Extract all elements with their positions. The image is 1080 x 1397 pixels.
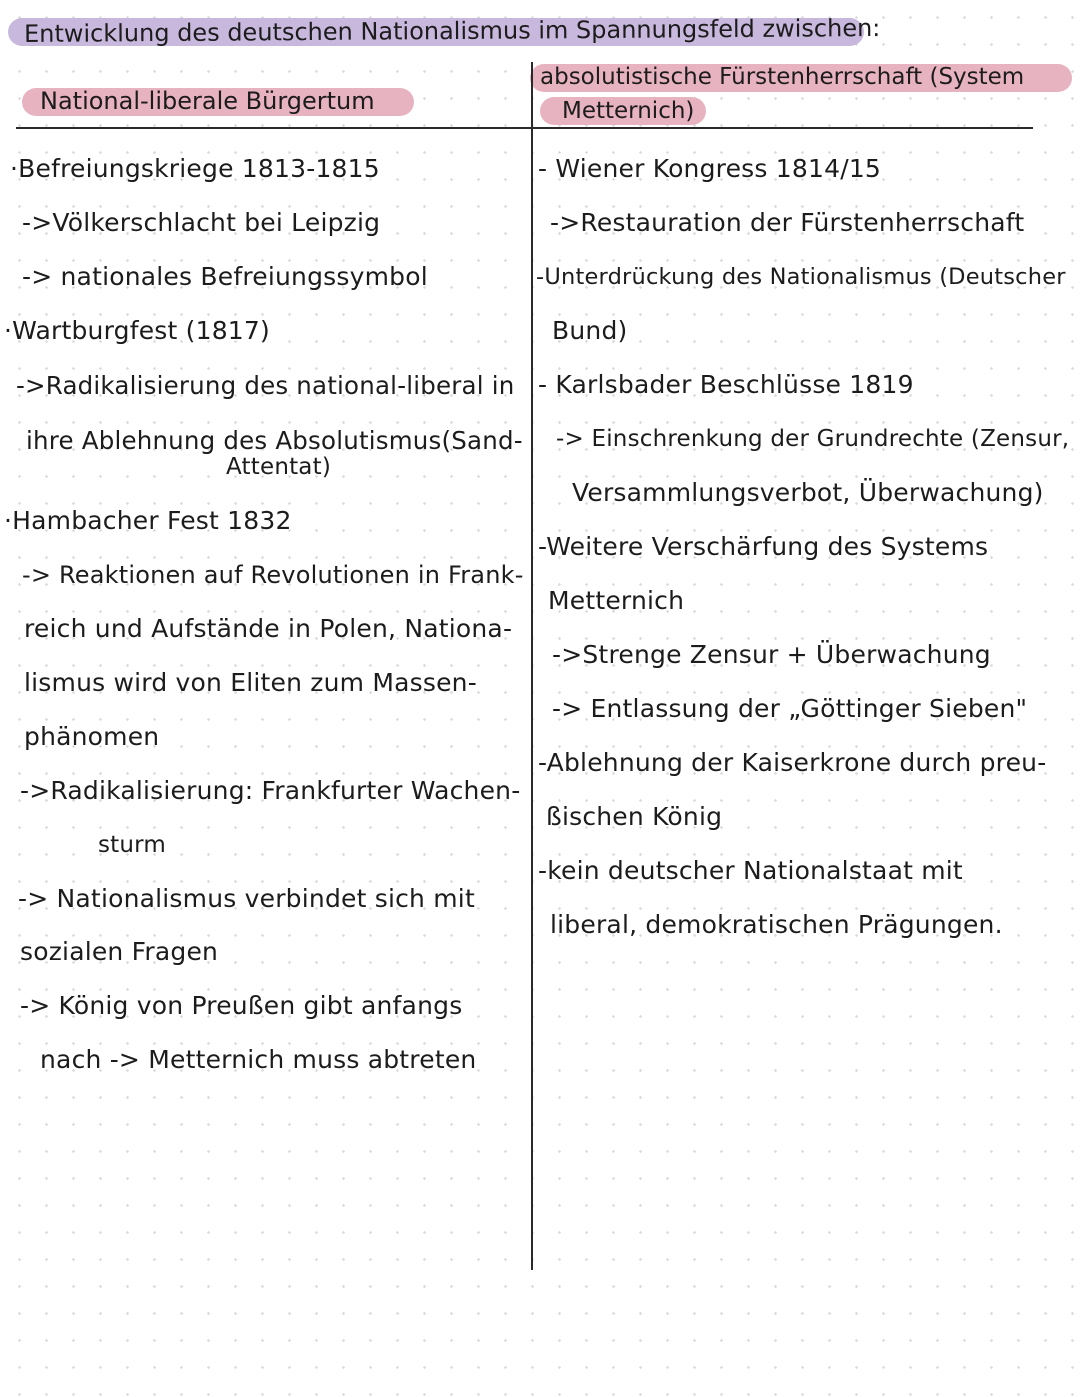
left-line: reich und Aufstände in Polen, Nationa- — [24, 614, 513, 643]
right-line: Bund) — [552, 316, 628, 345]
right-line: -> Entlassung der „Göttinger Sieben" — [552, 694, 1028, 723]
left-line: phänomen — [24, 722, 160, 751]
right-column-heading-line1: absolutistische Fürstenherrschaft (System — [540, 64, 1025, 90]
page-title: Entwicklung des deutschen Nationalismus im Spannungsfeld zwischen: — [23, 14, 881, 48]
left-line: -> König von Preußen gibt anfangs — [20, 991, 463, 1020]
header-divider — [16, 127, 1033, 129]
left-line: -> nationales Befreiungssymbol — [22, 262, 428, 291]
right-line: - Wiener Kongress 1814/15 — [538, 154, 882, 183]
left-line: ->Völkerschlacht bei Leipzig — [22, 208, 381, 237]
right-line: ->Restauration der Fürstenherrschaft — [550, 208, 1025, 237]
left-line: lismus wird von Eliten zum Massen- — [24, 668, 477, 697]
left-line: nach -> Metternich muss abtreten — [40, 1045, 477, 1074]
left-line: ->Radikalisierung des national-liberal in — [16, 371, 515, 400]
left-line: ·Wartburgfest (1817) — [4, 316, 270, 345]
left-line: -> Reaktionen auf Revolutionen in Frank- — [22, 561, 524, 589]
left-line: ·Hambacher Fest 1832 — [4, 506, 292, 535]
right-column-heading-line2: Metternich) — [562, 98, 695, 124]
left-line: ->Radikalisierung: Frankfurter Wachen- — [20, 776, 521, 805]
right-line: -> Einschrenkung der Grundrechte (Zensur, — [556, 426, 1070, 452]
right-line: ßischen König — [546, 802, 723, 831]
column-divider — [531, 62, 533, 1270]
left-column-heading: National-liberale Bürgertum — [40, 87, 375, 115]
right-line: -Unterdrückung des Nationalismus (Deutscher — [536, 264, 1066, 290]
left-line: sturm — [98, 832, 167, 858]
right-line: -Ablehnung der Kaiserkrone durch preu- — [538, 748, 1047, 777]
right-line: Metternich — [548, 586, 685, 615]
left-line: ihre Ablehnung des Absolutismus(Sand- — [26, 426, 523, 455]
left-line: sozialen Fragen — [20, 937, 219, 966]
left-line: -> Nationalismus verbindet sich mit — [18, 884, 475, 913]
right-line: -kein deutscher Nationalstaat mit — [538, 856, 963, 885]
right-line: Versammlungsverbot, Überwachung) — [572, 478, 1044, 507]
left-line: ·Befreiungskriege 1813-1815 — [10, 154, 380, 183]
right-line: liberal, demokratischen Prägungen. — [550, 910, 1003, 939]
left-line: Attentat) — [226, 454, 331, 480]
right-line: -Weitere Verschärfung des Systems — [538, 532, 989, 561]
right-line: - Karlsbader Beschlüsse 1819 — [538, 370, 914, 399]
right-line: ->Strenge Zensur + Überwachung — [552, 640, 991, 669]
